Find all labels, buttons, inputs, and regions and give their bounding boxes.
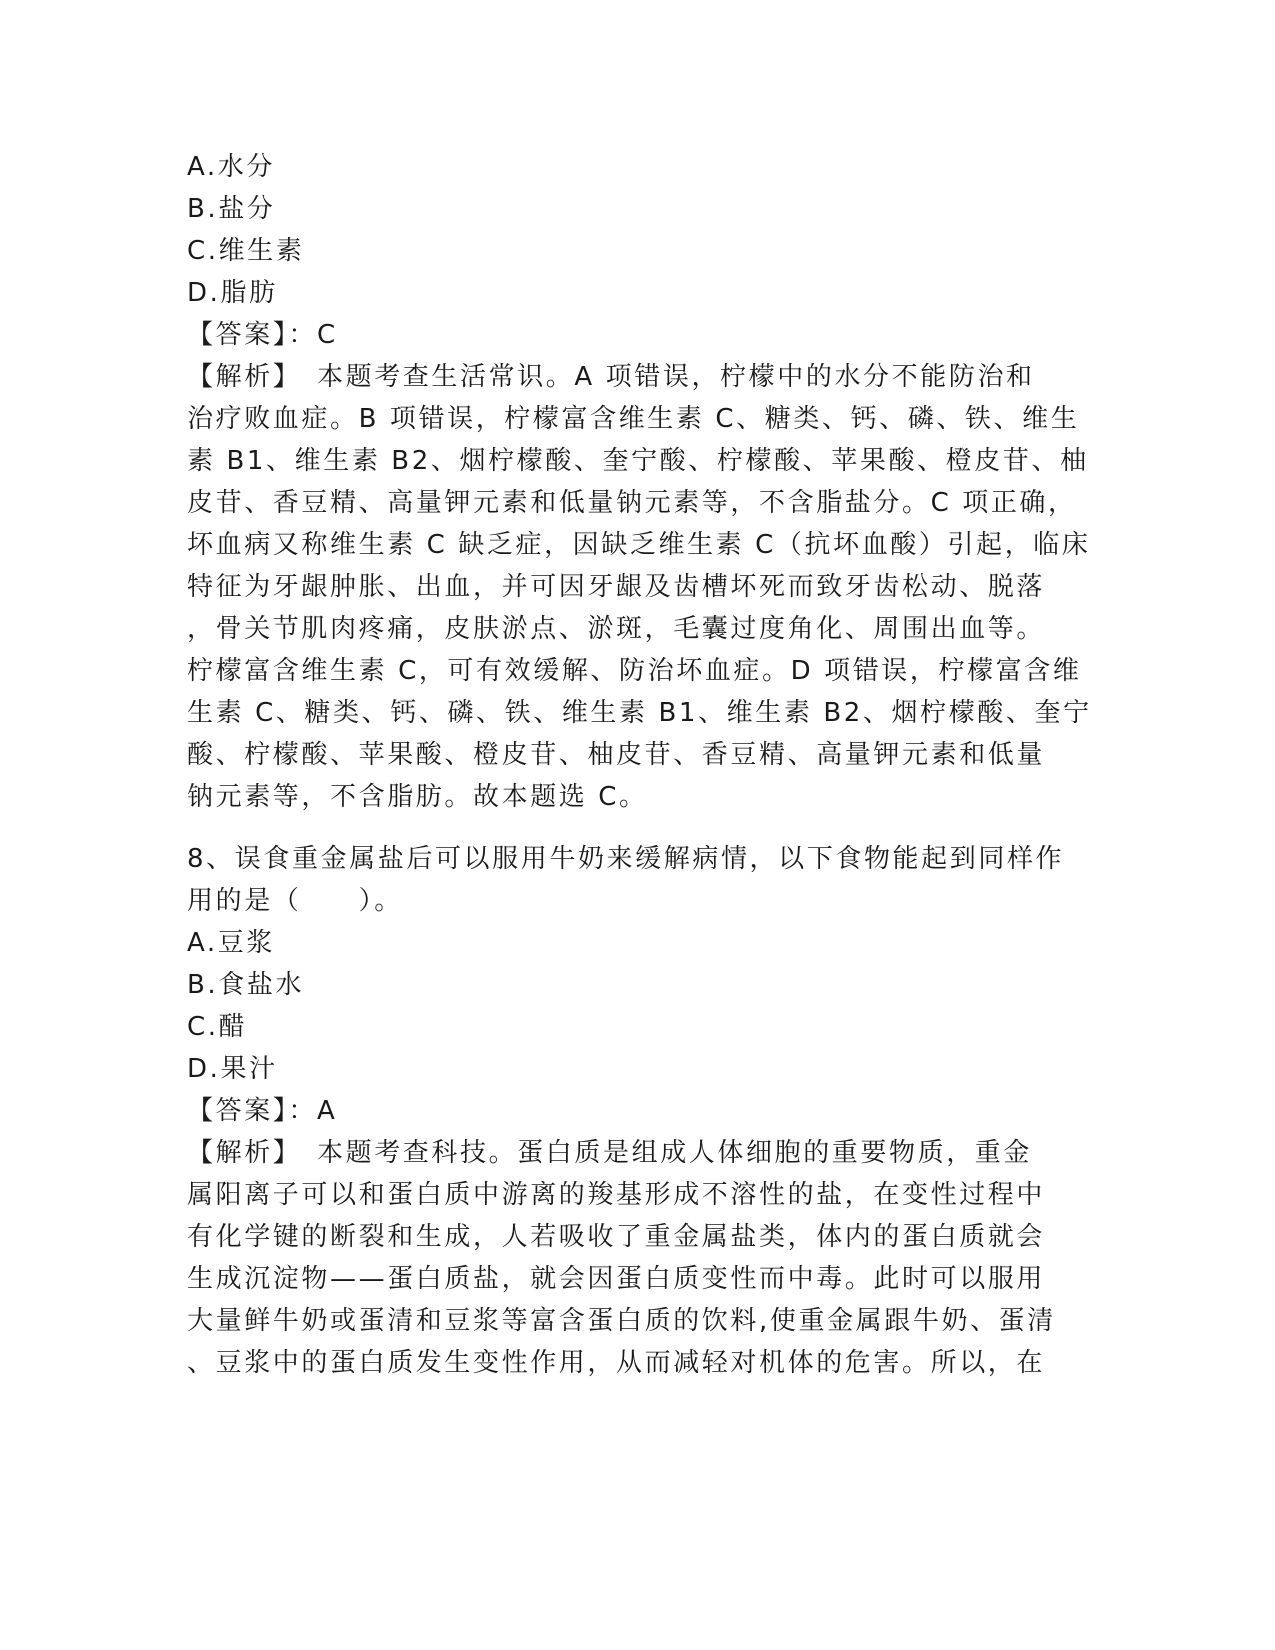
analysis-line: 皮苷、香豆精、高量钾元素和低量钠元素等，不含脂盐分。C 项正确， <box>187 488 1077 518</box>
question-7-block <box>187 146 1092 818</box>
analysis-line: 特征为牙龈肿胀、出血，并可因牙龈及齿槽坏死而致牙齿松动、脱落 <box>187 572 1046 602</box>
document-page <box>187 146 1092 1384</box>
option-a: A.水分 <box>187 152 275 182</box>
analysis-line: 素 B1、维生素 B2、烟柠檬酸、奎宁酸、柠檬酸、苹果酸、橙皮苷、柚 <box>187 446 1089 476</box>
analysis-line: 【解析】 本题考查科技。蛋白质是组成人体细胞的重要物质，重金 <box>187 1138 1033 1168</box>
analysis-paragraph <box>187 356 1092 818</box>
question-8-block <box>187 838 1082 1384</box>
analysis-line: ，骨关节肌肉疼痛，皮肤淤点、淤斑，毛囊过度角化、周围出血等。 <box>187 614 1046 644</box>
option-d: D.果汁 <box>187 1054 278 1084</box>
option-c: C.醋 <box>187 1012 248 1042</box>
question-line: 8、误食重金属盐后可以服用牛奶来缓解病情，以下食物能起到同样作 <box>187 844 1065 874</box>
analysis-line: 大量鲜牛奶或蛋清和豆浆等富含蛋白质的饮料,使重金属跟牛奶、蛋清 <box>187 1306 1056 1336</box>
analysis-line: 【解析】 本题考查生活常识。A 项错误，柠檬中的水分不能防治和 <box>187 362 1035 392</box>
answer-line: 【答案】：C <box>187 320 338 350</box>
analysis-line: 酸、柠檬酸、苹果酸、橙皮苷、柚皮苷、香豆精、高量钾元素和低量 <box>187 740 1046 770</box>
option-b: B.盐分 <box>187 194 276 224</box>
option-b: B.食盐水 <box>187 970 305 1000</box>
answer-line: 【答案】：A <box>187 1096 338 1126</box>
analysis-line: 有化学键的断裂和生成，人若吸收了重金属盐类，体内的蛋白质就会 <box>187 1222 1046 1252</box>
question-line: 用的是（ ）。 <box>187 886 403 916</box>
analysis-line: 生成沉淀物——蛋白质盐，就会因蛋白质变性而中毒。此时可以服用 <box>187 1264 1046 1294</box>
analysis-line: 属阳离子可以和蛋白质中游离的羧基形成不溶性的盐，在变性过程中 <box>187 1180 1046 1210</box>
analysis-line: 柠檬富含维生素 C，可有效缓解、防治坏血症。D 项错误，柠檬富含维 <box>187 656 1082 686</box>
question-text <box>187 838 1082 922</box>
analysis-line: 坏血病又称维生素 C 缺乏症，因缺乏维生素 C（抗坏血酸）引起，临床 <box>187 530 1091 560</box>
analysis-line: 治疗败血症。B 项错误，柠檬富含维生素 C、糖类、钙、磷、铁、维生 <box>187 404 1080 434</box>
analysis-line: 钠元素等，不含脂肪。故本题选 C。 <box>187 782 648 812</box>
option-a: A.豆浆 <box>187 928 275 958</box>
option-c: C.维生素 <box>187 236 305 266</box>
analysis-line: 、豆浆中的蛋白质发生变性作用，从而减轻对机体的危害。所以，在 <box>187 1348 1046 1378</box>
analysis-paragraph <box>187 1132 1082 1384</box>
section-gap <box>187 818 1082 838</box>
analysis-line: 生素 C、糖类、钙、磷、铁、维生素 B1、维生素 B2、烟柠檬酸、奎宁 <box>187 698 1092 728</box>
option-d: D.脂肪 <box>187 278 278 308</box>
